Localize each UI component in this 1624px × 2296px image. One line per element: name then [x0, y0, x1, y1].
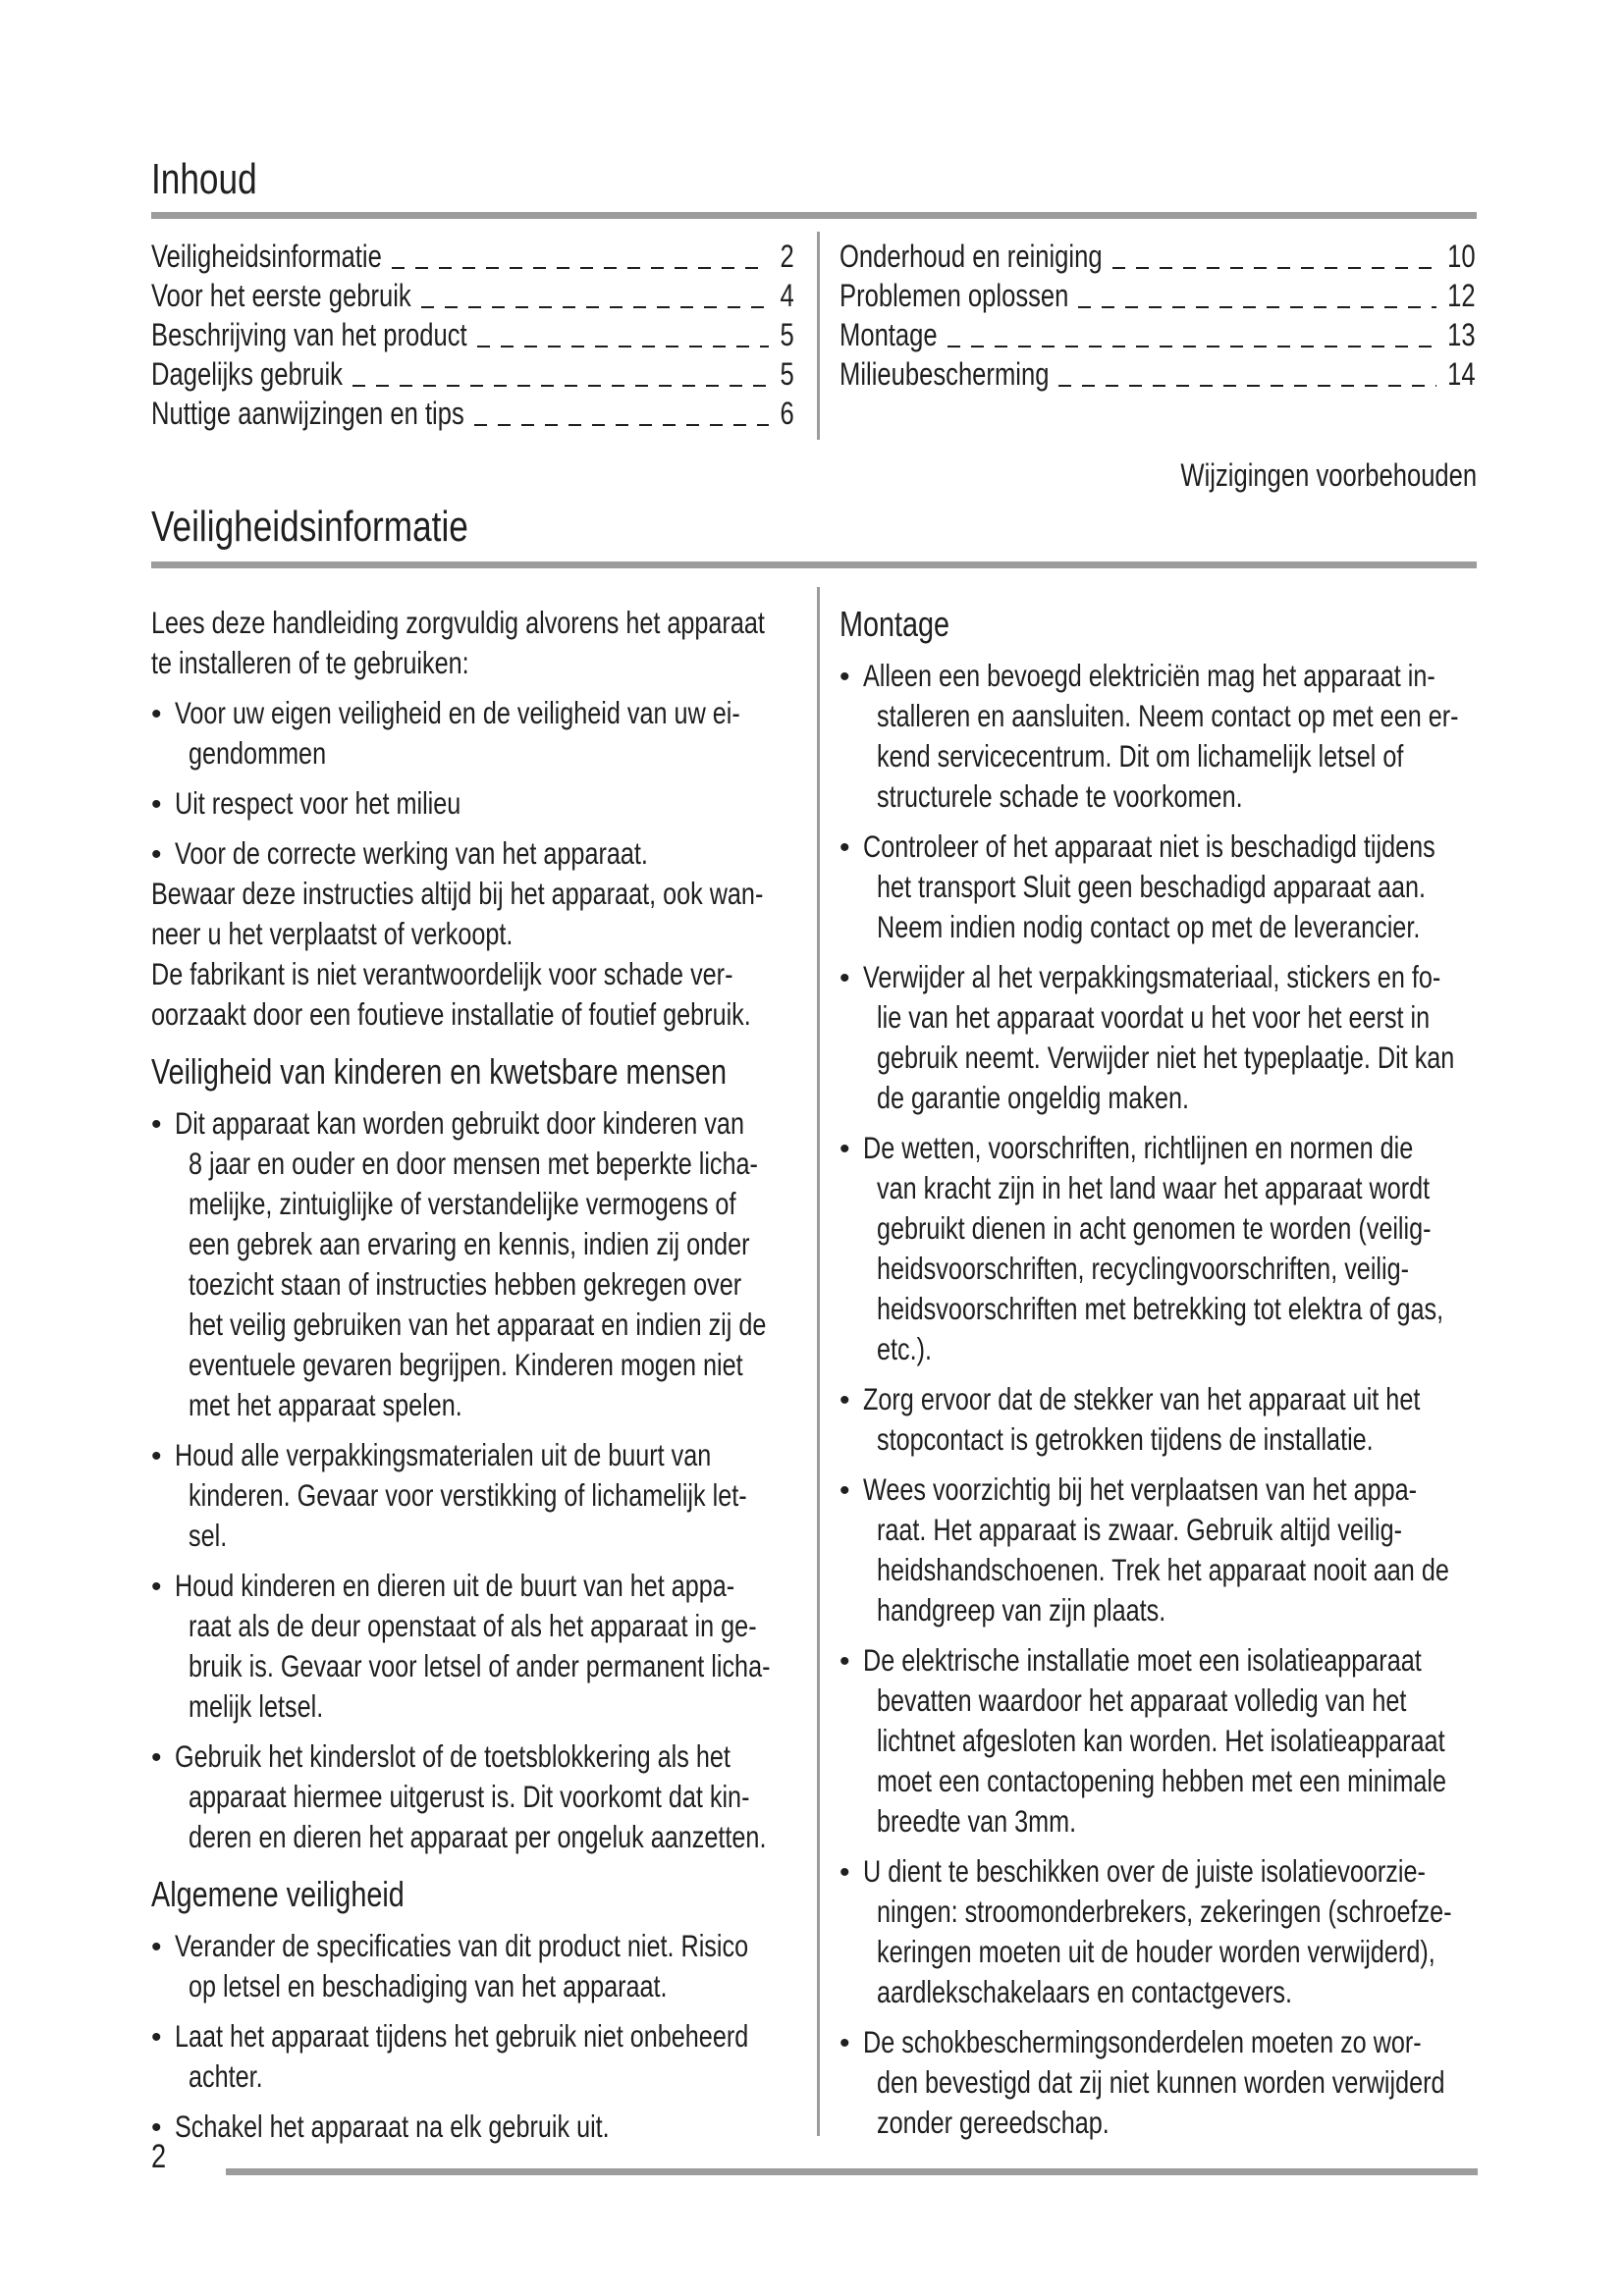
- bullet-line: De wetten, voorschriften, richtlijnen en normen die: [863, 1130, 1414, 1165]
- bullet-line: Zorg ervoor dat de stekker van het apparaat uit het: [863, 1381, 1421, 1416]
- bullet-icon: [151, 1926, 162, 1967]
- toc-entry[interactable]: [151, 394, 794, 433]
- toc-right-column: [839, 237, 1476, 394]
- toc-entry[interactable]: [151, 276, 794, 315]
- bullet-icon: [839, 1851, 850, 1893]
- page-number: 2: [151, 2138, 167, 2175]
- toc-entry-page: 2: [780, 239, 794, 274]
- bullet-icon: [151, 1103, 162, 1145]
- bullet-line: Gebruik het kinderslot of de toetsblokkering als het: [175, 1738, 731, 1774]
- toc-entry-label: Beschrijving van het product: [151, 317, 467, 352]
- bullet-item: [839, 1128, 1527, 1369]
- toc-leader: [421, 306, 769, 308]
- manufacturer-paragraph: [151, 954, 839, 1035]
- bullet-icon: [839, 656, 850, 697]
- bullet-line: aardlekschakelaars en contactgevers.: [877, 1974, 1293, 2009]
- bullet-line: U dient te beschikken over de juiste isolatievoorzie-: [863, 1853, 1426, 1889]
- toc-entry-page: 6: [780, 396, 794, 431]
- bullet-line: het transport Sluit geen beschadigd apparaat aan.: [877, 869, 1427, 904]
- bullet-line: keringen moeten uit de houder worden verwijderd),: [877, 1934, 1435, 1969]
- bullet-line: Houd kinderen en dieren uit de buurt van het appa-: [175, 1568, 735, 1603]
- bullet-item: [151, 1435, 839, 1556]
- bullet-line: Verander de specificaties van dit product niet. Risico: [175, 1928, 749, 1963]
- toc-leader: [1058, 385, 1435, 387]
- bullet-line: op letsel en beschadiging van het apparaat.: [189, 1968, 668, 2003]
- bullet-line: een gebrek aan ervaring en kennis, indien zij onder: [189, 1226, 750, 1261]
- toc-title-rule: [151, 212, 1477, 219]
- bullet-line: gebruikt dienen in acht genomen te worden (veilig-: [877, 1210, 1432, 1246]
- bullet-line: den bevestigd dat zij niet kunnen worden verwijderd: [877, 2064, 1445, 2100]
- bullet-line: eventuele gevaren begrijpen. Kinderen mogen niet: [189, 1347, 743, 1382]
- bullet-line: raat. Het apparaat is zwaar. Gebruik altijd veilig-: [877, 1512, 1403, 1547]
- toc-entry-page: 5: [780, 317, 794, 352]
- bullet-item: [151, 2016, 839, 2097]
- bullet-icon: [839, 1128, 850, 1169]
- safety-right-column: [839, 603, 1527, 2143]
- bullet-line: apparaat hiermee uitgerust is. Dit voorkomt dat kin-: [189, 1779, 750, 1814]
- bullet-line: het veilig gebruiken van het apparaat en indien zij de: [189, 1307, 767, 1342]
- bullet-icon: [151, 693, 162, 734]
- bullet-line: Voor de correcte werking van het apparaat.: [175, 835, 648, 871]
- changes-reserved-note: Wijzigingen voorbehouden: [1180, 457, 1477, 493]
- bullet-line: stalleren en aansluiten. Neem contact op met een er-: [877, 698, 1459, 733]
- bullet-icon: [151, 833, 162, 875]
- bullet-line: etc.).: [877, 1331, 933, 1366]
- keep-instructions-paragraph-line: neer u het verplaatst of verkoopt.: [151, 916, 514, 951]
- toc-leader: [352, 385, 769, 387]
- toc-entry[interactable]: [839, 276, 1476, 315]
- toc-leader: [1112, 267, 1436, 269]
- bullet-line: Verwijder al het verpakkingsmateriaal, stickers en fo-: [863, 959, 1441, 994]
- bullet-item: [151, 833, 839, 874]
- footer-rule: [226, 2168, 1478, 2175]
- bullet-icon: [839, 957, 850, 998]
- bullet-line: stopcontact is getrokken tijdens de installatie.: [877, 1421, 1374, 1457]
- toc-entry-page: 5: [780, 356, 794, 392]
- toc-left-column: [151, 237, 794, 433]
- intro-paragraph: [151, 603, 839, 683]
- bullet-line: sel.: [189, 1518, 228, 1553]
- bullet-icon: [839, 1379, 850, 1420]
- safety-title: Veiligheidsinformatie: [151, 503, 468, 551]
- bullet-line: bruik is. Gevaar voor letsel of ander permanent licha-: [189, 1648, 771, 1683]
- bullet-line: deren en dieren het apparaat per ongeluk aanzetten.: [189, 1819, 767, 1854]
- bullet-item: [839, 1851, 1527, 2012]
- bullet-item: [151, 1103, 839, 1425]
- bullet-line: melijk letsel.: [189, 1688, 324, 1724]
- toc-entry-page: 10: [1447, 239, 1476, 274]
- bullet-line: Houd alle verpakkingsmaterialen uit de buurt van: [175, 1437, 712, 1472]
- bullet-line: kend servicecentrum. Dit om lichamelijk letsel of: [877, 738, 1404, 774]
- toc-entry[interactable]: [839, 237, 1476, 276]
- bullet-item: [839, 1379, 1527, 1460]
- manufacturer-paragraph-line: De fabrikant is niet verantwoordelijk voor schade ver-: [151, 956, 733, 991]
- toc-leader: [477, 346, 769, 347]
- bullet-line: heidsvoorschriften, recyclingvoorschriften, veilig-: [877, 1251, 1410, 1286]
- toc-leader: [474, 424, 769, 426]
- bullet-line: 8 jaar en ouder en door mensen met beperkte licha-: [189, 1146, 758, 1181]
- toc-entry-page: 13: [1447, 317, 1476, 352]
- bullet-line: gebruik neemt. Verwijder niet het typeplaatje. Dit kan: [877, 1040, 1455, 1075]
- toc-entry-label: Veiligheidsinformatie: [151, 239, 382, 274]
- toc-entry-label: Onderhoud en reiniging: [839, 239, 1103, 274]
- bullet-line: melijke, zintuiglijke of verstandelijke vermogens of: [189, 1186, 736, 1221]
- toc-title: Inhoud: [151, 155, 257, 203]
- bullet-line: lie van het apparaat voordat u het voor het eerst in: [877, 999, 1431, 1035]
- bullet-icon: [151, 1435, 162, 1476]
- toc-entry-label: Voor het eerste gebruik: [151, 278, 411, 313]
- bullet-icon: [839, 1640, 850, 1682]
- bullet-line: Schakel het apparaat na elk gebruik uit.: [175, 2109, 610, 2144]
- toc-entry-label: Montage: [839, 317, 938, 352]
- bullet-line: ningen: stroomonderbrekers, zekeringen (schroefze-: [877, 1894, 1452, 1929]
- bullet-item: [151, 1926, 839, 2006]
- toc-entry-page: 4: [780, 278, 794, 313]
- bullet-line: gendommen: [189, 735, 327, 771]
- children-safety-heading: [151, 1050, 839, 1094]
- toc-entry-label: Nuttige aanwijzingen en tips: [151, 396, 464, 431]
- bullet-item: [839, 827, 1527, 947]
- bullet-line: structurele schade te voorkomen.: [877, 778, 1243, 814]
- bullet-item: [839, 1640, 1527, 1842]
- bullet-line: zonder gereedschap.: [877, 2105, 1110, 2140]
- bullet-icon: [151, 1736, 162, 1778]
- bullet-icon: [839, 2022, 850, 2063]
- bullet-icon: [839, 1469, 850, 1511]
- bullet-icon: [151, 1566, 162, 1607]
- bullet-line: Laat het apparaat tijdens het gebruik niet onbeheerd: [175, 2018, 749, 2054]
- bullet-item: [839, 2022, 1527, 2143]
- intro-paragraph-line: te installeren of te gebruiken:: [151, 645, 469, 680]
- bullet-line: Wees voorzichtig bij het verplaatsen van het appa-: [863, 1471, 1418, 1507]
- bullet-icon: [151, 783, 162, 825]
- toc-entry[interactable]: [151, 354, 794, 394]
- toc-entry-page: 12: [1447, 278, 1476, 313]
- toc-leader: [1078, 306, 1435, 308]
- bullet-line: handgreep van zijn plaats.: [877, 1592, 1166, 1628]
- safety-left-column: [151, 603, 839, 2147]
- bullet-line: heidshandschoenen. Trek het apparaat nooit aan de: [877, 1552, 1449, 1587]
- keep-instructions-paragraph: [151, 874, 839, 954]
- manufacturer-paragraph-line: oorzaakt door een foutieve installatie of foutief gebruik.: [151, 996, 751, 1032]
- toc-entry-label: Milieubescherming: [839, 356, 1050, 392]
- bullet-icon: [839, 827, 850, 868]
- toc-entry-label: Dagelijks gebruik: [151, 356, 343, 392]
- toc-entry-page: 14: [1447, 356, 1476, 392]
- bullet-line: De elektrische installatie moet een isolatieapparaat: [863, 1642, 1422, 1678]
- bullet-line: moet een contactopening hebben met een minimale: [877, 1763, 1446, 1798]
- mounting-heading-text: Montage: [839, 604, 950, 644]
- bullet-item: [151, 1566, 839, 1727]
- bullet-line: breedte van 3mm.: [877, 1803, 1077, 1839]
- toc-entry[interactable]: [151, 237, 794, 276]
- bullet-item: [151, 783, 839, 824]
- bullet-line: lichtnet afgesloten kan worden. Het isolatieapparaat: [877, 1723, 1445, 1758]
- bullet-item: [151, 1736, 839, 1857]
- toc-leader: [392, 267, 769, 269]
- bullet-icon: [151, 2016, 162, 2057]
- toc-entry-label: Problemen oplossen: [839, 278, 1069, 313]
- bullet-line: De schokbeschermingsonderdelen moeten zo wor-: [863, 2024, 1422, 2059]
- toc-column-divider: [817, 232, 820, 440]
- bullet-line: Dit apparaat kan worden gebruikt door kinderen van: [175, 1105, 744, 1141]
- bullet-item: [839, 1469, 1527, 1630]
- bullet-line: Voor uw eigen veiligheid en de veiligheid van uw ei-: [175, 695, 740, 730]
- toc-leader: [947, 346, 1436, 347]
- bullet-line: met het apparaat spelen.: [189, 1387, 462, 1422]
- bullet-line: raat als de deur openstaat of als het apparaat in ge-: [189, 1608, 757, 1643]
- bullet-item: [839, 656, 1527, 817]
- mounting-heading: [839, 603, 1527, 646]
- toc-entry[interactable]: [839, 354, 1476, 394]
- body-column-divider: [817, 587, 820, 2136]
- keep-instructions-paragraph-line: Bewaar deze instructies altijd bij het apparaat, ook wan-: [151, 876, 764, 911]
- bullet-item: [839, 957, 1527, 1118]
- children-safety-heading-text: Veiligheid van kinderen en kwetsbare mensen: [151, 1051, 727, 1092]
- bullet-line: van kracht zijn in het land waar het apparaat wordt: [877, 1170, 1431, 1205]
- general-safety-heading-text: Algemene veiligheid: [151, 1874, 405, 1914]
- bullet-line: Controleer of het apparaat niet is beschadigd tijdens: [863, 828, 1435, 864]
- general-safety-heading: [151, 1873, 839, 1916]
- toc-entry[interactable]: [151, 315, 794, 354]
- safety-title-rule: [151, 561, 1477, 568]
- bullet-line: achter.: [189, 2058, 263, 2094]
- toc-entry[interactable]: [839, 315, 1476, 354]
- bullet-line: de garantie ongeldig maken.: [877, 1080, 1190, 1115]
- bullet-item: [151, 693, 839, 774]
- bullet-line: heidsvoorschriften met betrekking tot elektra of gas,: [877, 1291, 1444, 1326]
- bullet-line: Neem indien nodig contact op met de leverancier.: [877, 909, 1421, 944]
- bullet-line: kinderen. Gevaar voor verstikking of lichamelijk let-: [189, 1477, 747, 1513]
- intro-paragraph-line: Lees deze handleiding zorgvuldig alvorens het apparaat: [151, 605, 765, 640]
- bullet-line: Alleen een bevoegd elektriciën mag het apparaat in-: [863, 658, 1435, 693]
- bullet-line: Uit respect voor het milieu: [175, 785, 461, 821]
- bullet-line: bevatten waardoor het apparaat volledig van het: [877, 1682, 1407, 1718]
- bullet-item: [151, 2107, 839, 2147]
- bullet-line: toezicht staan of instructies hebben gekregen over: [189, 1266, 742, 1302]
